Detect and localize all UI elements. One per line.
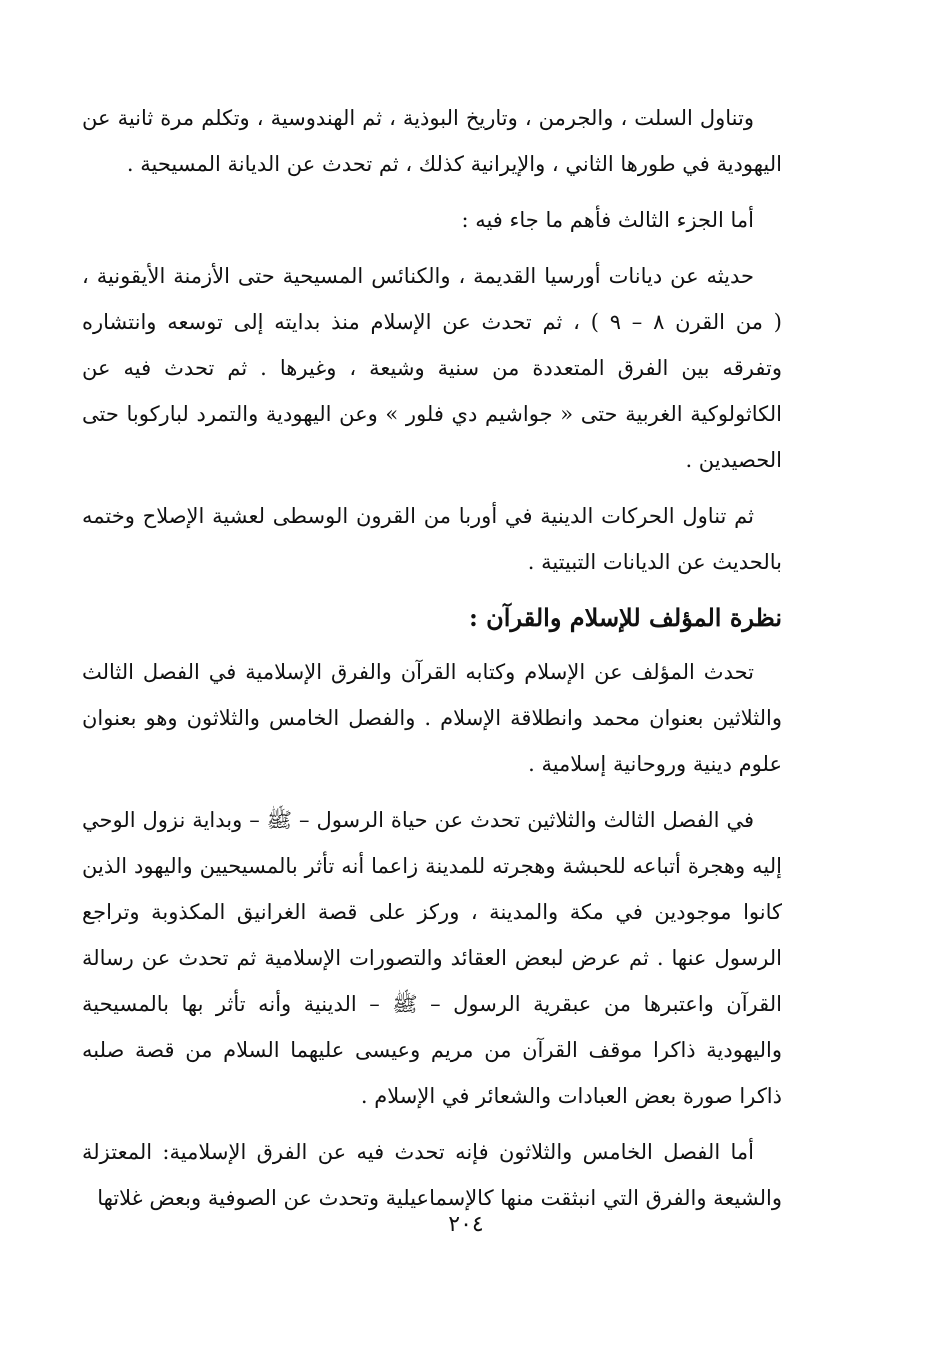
paragraph-1: وتناول السلت ، والجرمن ، وتاريخ البوذية ، ثم الهندوسية ، وتكلم مرة ثانية عن اليهودية في طورها الثاني ، والإيرانية كذلك ، ثم تحدث عن الديانة المسيحية . (82, 106, 782, 176)
paragraph-2: أما الجزء الثالث فأهم ما جاء فيه : (461, 208, 754, 232)
paragraph-7: أما الفصل الخامس والثلاثون فإنه تحدث فيه عن الفرق الإسلامية: المعتزلة والشيعة والفرق التي انبثقت منها كالإسماعيلية وتحدث عن الصوفية وبعض غلاتها (82, 1140, 782, 1210)
section-heading: نظرة المؤلف للإسلام والقرآن : (468, 603, 782, 632)
page-number: ٢٠٤ (448, 1212, 484, 1237)
paragraph-5: تحدث المؤلف عن الإسلام وكتابه القرآن والفرق الإسلامية في الفصل الثالث والثلاثين بعنوان محمد وانطلاقة الإسلام . والفصل الخامس والثلاثون وهو بعنوان علوم دينية وروحانية إسلامية . (82, 660, 782, 776)
page-body (82, 95, 782, 1231)
paragraph-6: في الفصل الثالث والثلاثين تحدث عن حياة الرسول – ﷺ – وبداية نزول الوحي إليه وهجرة أتباعه للحبشة وهجرته للمدينة زاعما أنه تأثر بالمسيحيين واليهود الذين كانوا موجودين في مكة والمدينة ، وركز على قصة الغرانيق المكذوبة وتراجع الرسول عنها . ثم عرض لبعض العقائد والتصورات الإسلامية ثم تحدث عن رسالة القرآن واعتبرها من عبقرية الرسول – ﷺ – الدينية وأنه تأثر بها بالمسيحية واليهودية ذاكرا موقف القرآن من مريم وعيسى عليهما السلام من قصة صلبه ذاكرا صورة بعض العبادات والشعائر في الإسلام . (82, 808, 782, 1108)
paragraph-3: حديثه عن ديانات أورسيا القديمة ، والكنائس المسيحية حتى الأزمنة الأيقونية ، ( من القرن ٨ – ٩ ) ، ثم تحدث عن الإسلام منذ بدايته إلى توسعه وانتشاره وتفرقه بين الفرق المتعددة من سنية وشيعة ، وغيرها . ثم تحدث فيه عن الكاثولوكية الغربية حتى « جواشيم دي فلور » وعن اليهودية والتمرد لباركوبا حتى الحصيدين . (82, 264, 782, 472)
paragraph-4: ثم تناول الحركات الدينية في أوربا من القرون الوسطى لعشية الإصلاح وختمه بالحديث عن الديانات التبيتية . (82, 504, 782, 574)
